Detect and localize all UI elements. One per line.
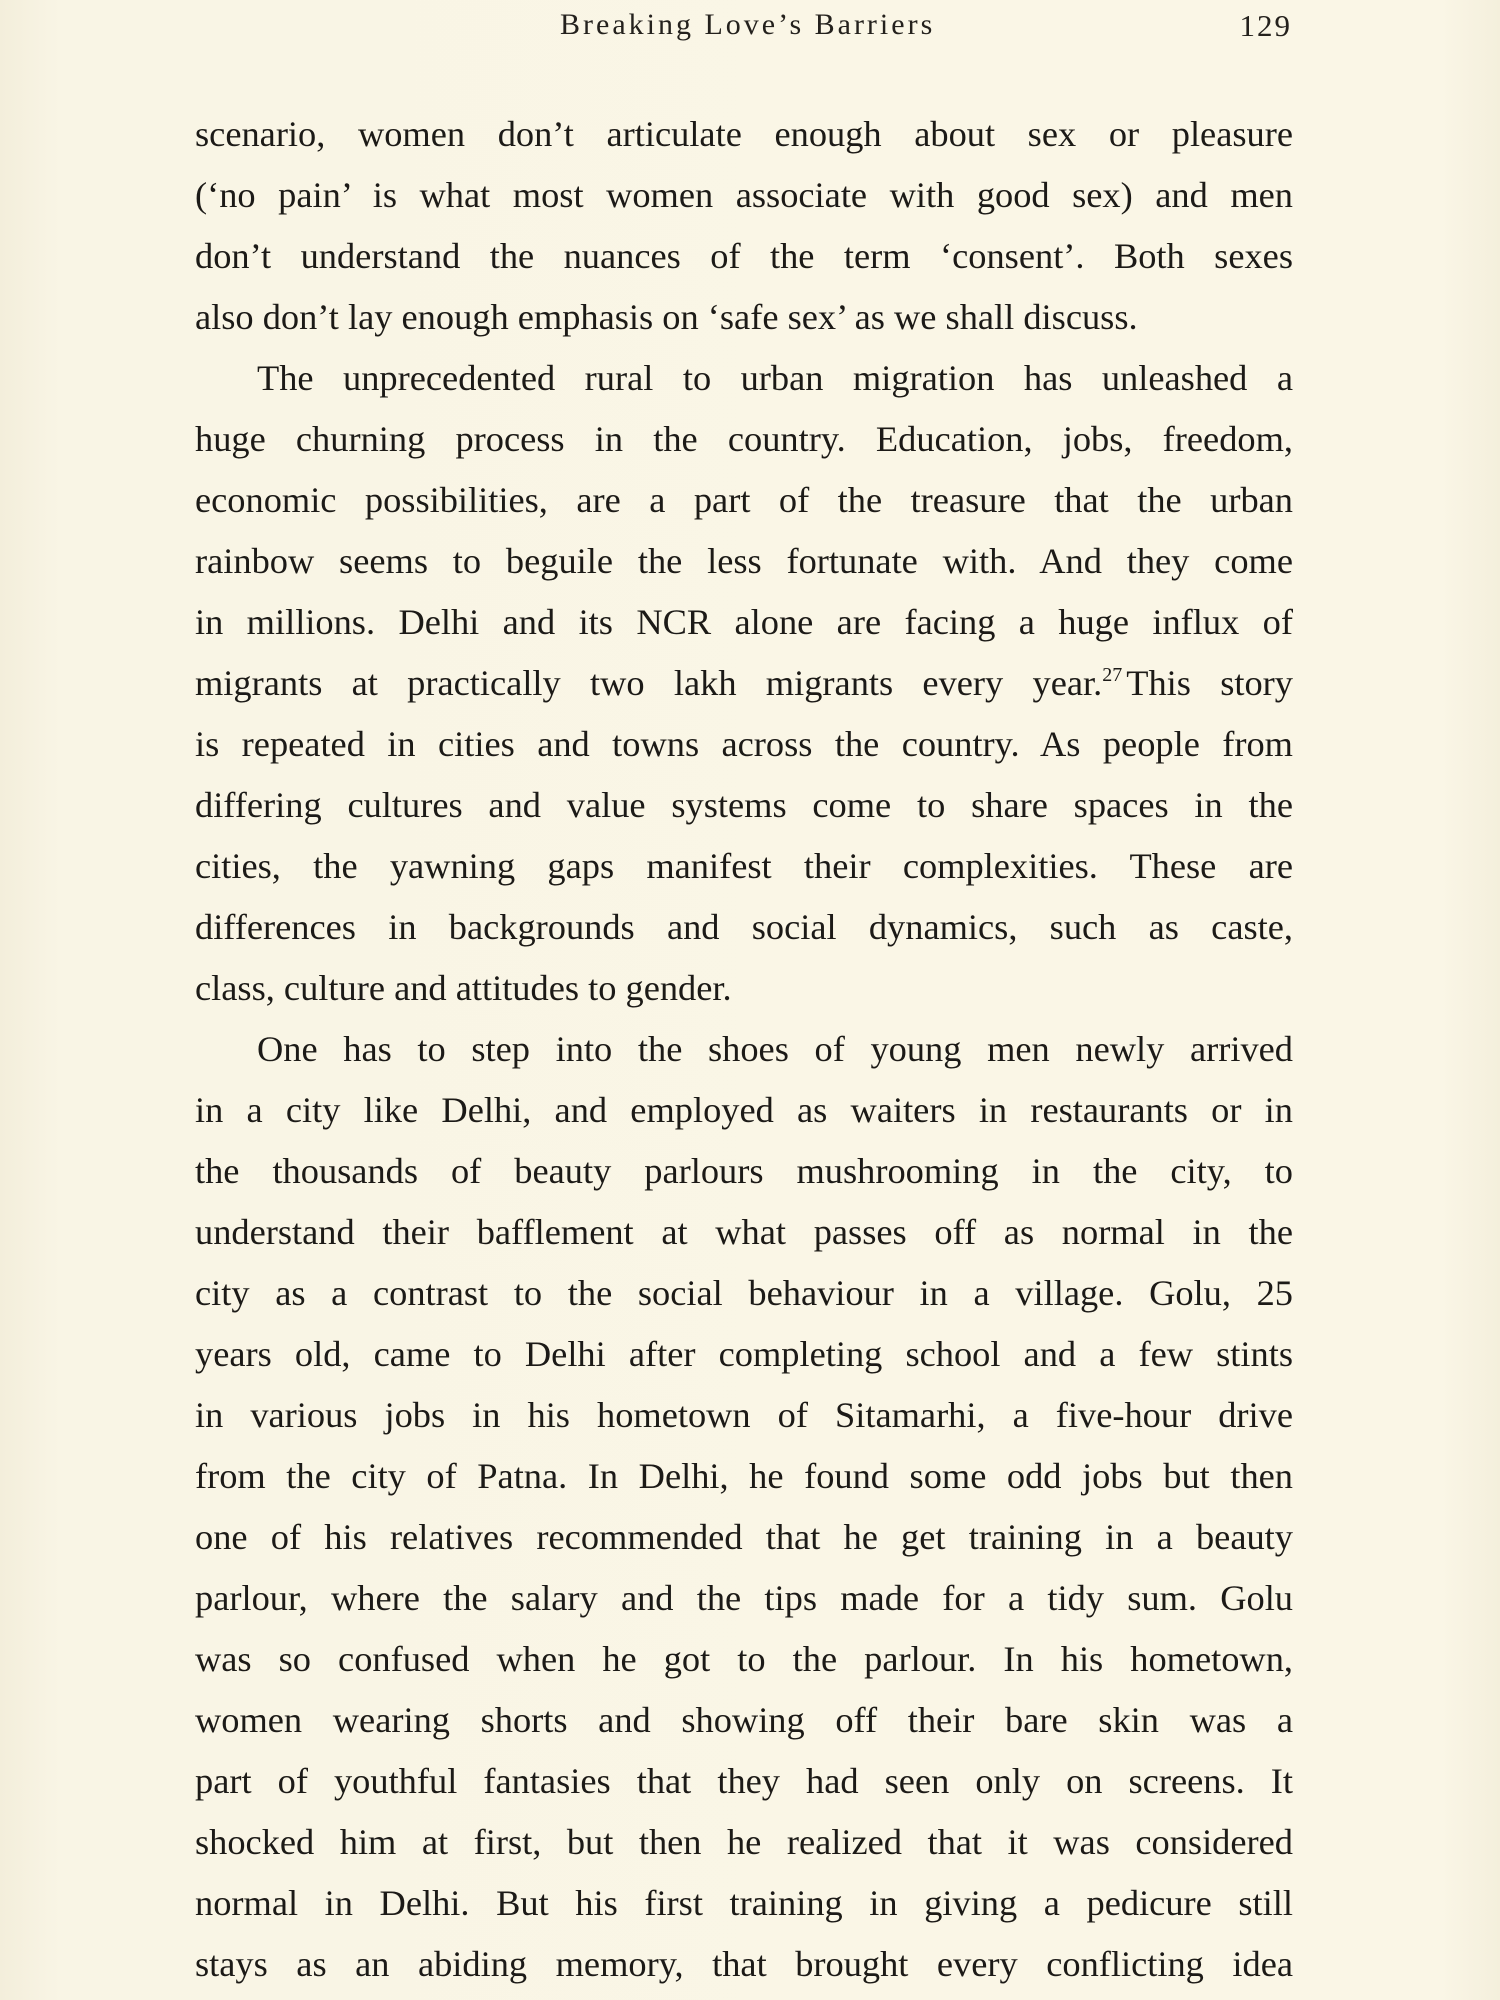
text-line: scenario, women don’t articulate enough about sex or pleasure <box>195 114 1293 154</box>
body-text <box>195 104 1293 1995</box>
text-line: stays as an abiding memory, that brought every conflicting idea <box>195 1944 1293 1984</box>
text-line: normal in Delhi. But his first training in giving a pedicure still <box>195 1883 1293 1923</box>
text-line: huge churning process in the country. Education, jobs, freedom, <box>195 419 1293 459</box>
text-line: part of youthful fantasies that they had seen only on screens. It <box>195 1761 1293 1801</box>
text-line: women wearing shorts and showing off their bare skin was a <box>195 1700 1293 1740</box>
paragraph-2 <box>195 348 1293 1019</box>
paragraph-1 <box>195 104 1293 348</box>
text-line: the thousands of beauty parlours mushrooming in the city, to <box>195 1151 1293 1191</box>
footnote-marker: 27 <box>1102 664 1123 686</box>
text-line: was so confused when he got to the parlour. In his hometown, <box>195 1639 1293 1679</box>
text-line: (‘no pain’ is what most women associate with good sex) and men <box>195 175 1293 215</box>
text-line: is repeated in cities and towns across the country. As people from <box>195 724 1293 764</box>
text-segment: This story <box>1126 663 1293 703</box>
text-line: shocked him at first, but then he realized that it was considered <box>195 1822 1293 1862</box>
text-line: parlour, where the salary and the tips made for a tidy sum. Golu <box>195 1578 1293 1618</box>
text-line: in a city like Delhi, and employed as waiters in restaurants or in <box>195 1090 1293 1130</box>
text-line: differing cultures and value systems come to share spaces in the <box>195 785 1293 825</box>
text-line: class, culture and attitudes to gender. <box>195 968 732 1008</box>
text-line: years old, came to Delhi after completing school and a few stints <box>195 1334 1293 1374</box>
text-line: understand their bafflement at what passes off as normal in the <box>195 1212 1293 1252</box>
text-line-with-footnote <box>195 653 1293 714</box>
text-line: also don’t lay enough emphasis on ‘safe sex’ as we shall discuss. <box>195 297 1138 337</box>
text-line: cities, the yawning gaps manifest their complexities. These are <box>195 846 1293 886</box>
text-line: from the city of Patna. In Delhi, he found some odd jobs but then <box>195 1456 1293 1496</box>
text-line: One has to step into the shoes of young men newly arrived <box>257 1029 1293 1069</box>
text-segment: migrants at practically two lakh migrants every year. <box>195 663 1103 703</box>
text-line: in various jobs in his hometown of Sitamarhi, a five-hour drive <box>195 1395 1293 1435</box>
text-line: city as a contrast to the social behaviour in a village. Golu, 25 <box>195 1273 1293 1313</box>
paragraph-3 <box>195 1019 1293 1995</box>
text-line: differences in backgrounds and social dynamics, such as caste, <box>195 907 1293 947</box>
running-head-title: Breaking Love’s Barriers <box>560 8 936 41</box>
text-line: one of his relatives recommended that he get training in a beauty <box>195 1517 1293 1557</box>
page-number: 129 <box>1239 8 1292 43</box>
text-line: economic possibilities, are a part of the treasure that the urban <box>195 480 1293 520</box>
text-line: The unprecedented rural to urban migration has unleashed a <box>257 358 1293 398</box>
text-line: in millions. Delhi and its NCR alone are facing a huge influx of <box>195 602 1293 642</box>
text-line: don’t understand the nuances of the term ‘consent’. Both sexes <box>195 236 1293 276</box>
text-line: rainbow seems to beguile the less fortunate with. And they come <box>195 541 1293 581</box>
